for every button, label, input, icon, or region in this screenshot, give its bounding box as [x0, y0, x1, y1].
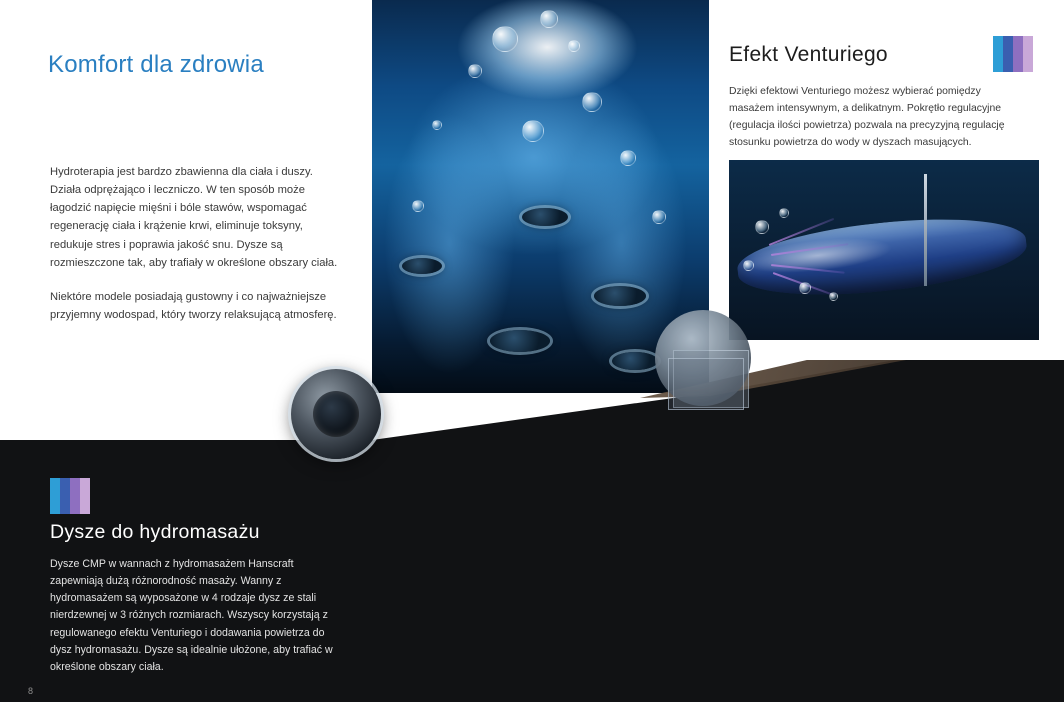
jet-ring — [612, 352, 658, 370]
bubble — [568, 40, 580, 52]
bottom-body: Dysze CMP w wannach z hydromasażem Hanscraft zapewniają dużą różnorodność masaży. Wanny z hydromasażem są wyposażone w 4 rodzaje dysz ze stali nierdzewnej w 3 różnych rozmiarach. Wszyscy korzystają z regulowanego efektu Venturiego i dodawania powietrza do dysz hydromasażu. Dysze są idealnie ułożone, aby trafiać w określone obszary ciała. — [50, 558, 333, 673]
brand-squares-icon — [993, 36, 1033, 72]
bubble — [492, 26, 518, 52]
bubble — [468, 64, 482, 78]
bubble — [743, 260, 754, 271]
jet-ring — [522, 208, 568, 226]
bubble — [540, 10, 558, 28]
seam-square-overlay — [668, 358, 744, 410]
left-paragraph-2: Niektóre modele posiadają gustowny i co najważniejsze przyjemny wodospad, który tworzy relaksującą atmosferę. — [50, 290, 337, 321]
right-text-panel — [709, 0, 1064, 360]
jet-ring — [490, 330, 550, 352]
brand-squares-icon-bottom — [50, 478, 90, 514]
page-title-left: Komfort dla zdrowia — [48, 51, 264, 78]
venturi-title: Efekt Venturiego — [729, 43, 888, 66]
jet-ring — [402, 258, 442, 274]
bubble — [582, 92, 602, 112]
bubble — [522, 120, 544, 142]
venturi-body: Dzięki efektowi Venturiego możesz wybierać pomiędzy masażem intensywnym, a delikatnym. Pokrętło regulacyjne (regulacja ilości powietrza) pozwala na precyzyjną regulację stosunku powietrza do wody w dyszach masujących. — [729, 86, 1005, 148]
bottom-title: Dysze do hydromasażu — [50, 521, 260, 543]
left-paragraph-1: Hydroterapia jest bardzo zbawienna dla ciała i duszy. Działa odprężająco i leczniczo. W ten sposób może łagodzić napięcie mięśni i bóle stawów, wspomagać regenerację ciała i krążenie krwi, eliminuje toksyny, redukuje stres i poprawia jakość snu. Dysze są rozmieszczone tak, aby trafiały w określone obszary ciała. — [50, 166, 338, 269]
bubble — [829, 292, 838, 301]
venturi-nozzle-shape — [734, 208, 1030, 306]
venturi-rod — [924, 174, 927, 286]
water-photo — [372, 0, 709, 393]
bubble — [652, 210, 666, 224]
bubble — [412, 200, 424, 212]
bubble — [620, 150, 636, 166]
page-number: 8 — [28, 686, 34, 696]
bubble — [799, 282, 811, 294]
bubble — [755, 220, 769, 234]
jet-ring — [594, 286, 646, 306]
venturi-photo — [729, 160, 1039, 340]
left-body — [50, 163, 340, 340]
bubble — [779, 208, 789, 218]
bubble — [432, 120, 442, 130]
